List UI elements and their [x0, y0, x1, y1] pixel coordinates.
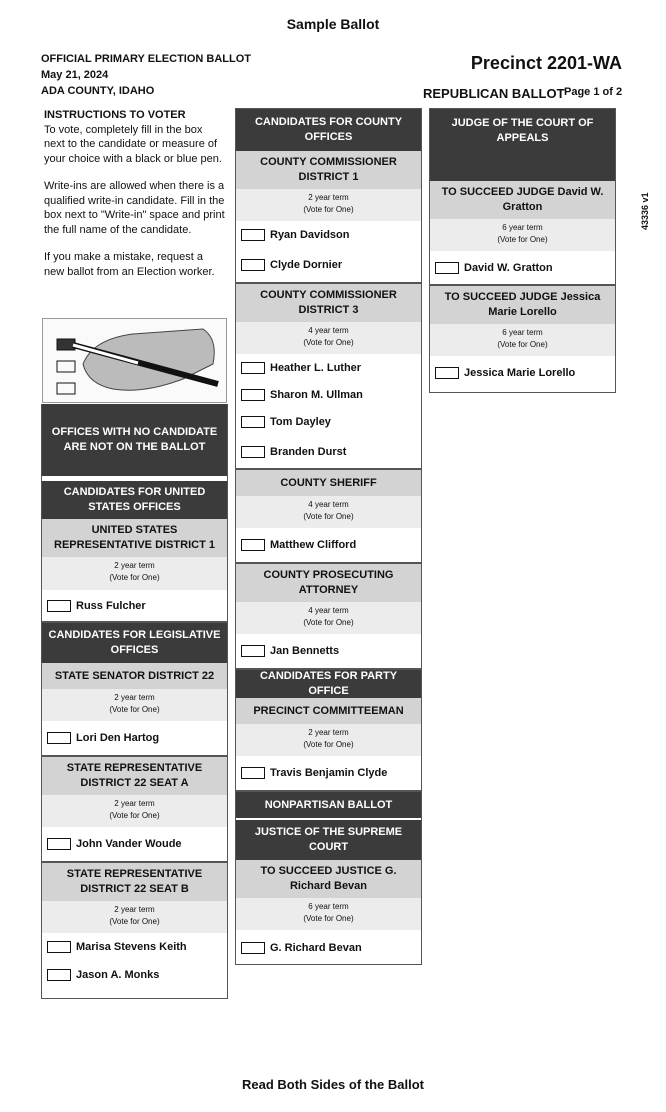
nonpartisan-header: NONPARTISAN BALLOT	[236, 792, 421, 818]
vote-box[interactable]	[241, 645, 265, 657]
race-term	[42, 901, 227, 933]
vote-box[interactable]	[435, 367, 459, 379]
vote-instruction: (Vote for One)	[303, 205, 354, 214]
race-us-representative: UNITED STATES REPRESENTATIVE DISTRICT 1	[42, 519, 227, 557]
vote-box[interactable]	[47, 969, 71, 981]
page-title: Sample Ballot	[286, 16, 380, 32]
candidate-name: Jason A. Monks	[76, 968, 160, 981]
candidate-name: Matthew Clifford	[270, 539, 357, 551]
term-length: 2 year term	[114, 561, 155, 570]
candidate-row[interactable]	[42, 827, 227, 863]
race-supreme-court: TO SUCCEED JUSTICE G. Richard Bevan	[236, 860, 421, 898]
supreme-court-header: JUSTICE OF THE SUPREME COURT	[236, 818, 421, 860]
term-length: 6 year term	[502, 223, 543, 232]
term-length: 2 year term	[114, 693, 155, 702]
side-code: 43336 v1	[640, 192, 650, 230]
race-appeals-lorello: TO SUCCEED JUDGE Jessica Marie Lorello	[430, 286, 615, 324]
vote-instruction: (Vote for One)	[109, 573, 160, 582]
vote-instruction: (Vote for One)	[109, 705, 160, 714]
candidate-name: David W. Gratton	[464, 261, 553, 274]
candidate-name: G. Richard Bevan	[270, 942, 362, 954]
candidate-name: Sharon M. Ullman	[270, 388, 363, 401]
candidate-name: Heather L. Luther	[270, 361, 362, 374]
race-term	[42, 557, 227, 590]
no-candidate-notice: OFFICES WITH NO CANDIDATE ARE NOT ON THE BALLOT	[42, 404, 227, 476]
race-term	[430, 219, 615, 251]
race-appeals-gratton: TO SUCCEED JUDGE David W. Gratton	[430, 181, 615, 219]
left-column	[41, 404, 228, 999]
precinct: Precinct 2201-WA	[470, 53, 622, 73]
candidate-row[interactable]	[236, 756, 421, 792]
vote-instruction: (Vote for One)	[497, 340, 548, 349]
candidate-row[interactable]	[42, 933, 227, 961]
instructions-heading: INSTRUCTIONS TO VOTER	[44, 109, 186, 121]
race-term	[236, 898, 421, 930]
vote-box[interactable]	[241, 446, 265, 458]
party-office-header: CANDIDATES FOR PARTY OFFICE	[236, 670, 421, 698]
vote-instruction: (Vote for One)	[303, 914, 354, 923]
term-length: 2 year term	[114, 905, 155, 914]
candidate-name: Marisa Stevens Keith	[76, 941, 187, 953]
candidate-name: Lori Den Hartog	[76, 732, 160, 744]
instructions	[44, 108, 226, 292]
race-commissioner-1: COUNTY COMMISSIONER DISTRICT 1	[236, 151, 421, 189]
term-length: 2 year term	[308, 728, 349, 737]
instructions-p2: Write-ins are allowed when there is a qualified write-in candidate. Fill in the box next to "Write-in" space and print the full name of the candidate.	[44, 180, 225, 236]
candidate-row[interactable]	[236, 381, 421, 408]
candidate-row[interactable]	[236, 221, 421, 248]
vote-instruction: (Vote for One)	[303, 338, 354, 347]
vote-box[interactable]	[241, 229, 265, 241]
vote-instruction: (Vote for One)	[303, 512, 354, 521]
vote-instruction: (Vote for One)	[303, 740, 354, 749]
candidate-row[interactable]	[430, 251, 615, 286]
candidate-name: Branden Durst	[270, 445, 347, 458]
race-prosecuting-attorney: COUNTY PROSECUTING ATTORNEY	[236, 564, 421, 602]
race-sheriff: COUNTY SHERIFF	[236, 470, 421, 496]
ballot-type: OFFICIAL PRIMARY ELECTION BALLOT	[41, 53, 252, 65]
vote-instruction: (Vote for One)	[303, 618, 354, 627]
candidate-row[interactable]	[236, 354, 421, 381]
vote-box[interactable]	[241, 416, 265, 428]
right-column	[429, 108, 616, 393]
candidate-row[interactable]	[236, 435, 421, 470]
race-state-senator: STATE SENATOR DISTRICT 22	[42, 663, 227, 689]
vote-box[interactable]	[47, 732, 71, 744]
candidate-name: Jessica Marie Lorello	[464, 367, 576, 379]
candidate-row[interactable]	[42, 590, 227, 623]
candidate-row[interactable]	[236, 930, 421, 966]
race-term	[236, 602, 421, 634]
race-term	[236, 496, 421, 528]
race-precinct-committeeman: PRECINCT COMMITTEEMAN	[236, 698, 421, 724]
race-term	[236, 189, 421, 221]
term-length: 6 year term	[502, 328, 543, 337]
marking-illustration	[42, 318, 227, 403]
race-term	[430, 324, 615, 356]
vote-box[interactable]	[241, 942, 265, 954]
page-number: Page 1 of 2	[564, 86, 623, 98]
race-term	[42, 689, 227, 721]
candidate-name: Jan Bennetts	[270, 645, 340, 657]
vote-box[interactable]	[47, 600, 71, 612]
candidate-name: Ryan Davidson	[270, 228, 350, 241]
vote-instruction: (Vote for One)	[109, 917, 160, 926]
vote-instruction: (Vote for One)	[109, 811, 160, 820]
race-commissioner-3: COUNTY COMMISSIONER DISTRICT 3	[236, 284, 421, 322]
vote-box[interactable]	[47, 941, 71, 953]
candidate-name: Travis Benjamin Clyde	[270, 767, 388, 779]
term-length: 2 year term	[114, 799, 155, 808]
candidate-row[interactable]	[42, 721, 227, 757]
candidate-row[interactable]	[236, 248, 421, 284]
vote-box[interactable]	[241, 767, 265, 779]
candidate-name: Clyde Dornier	[270, 259, 343, 271]
race-term	[236, 724, 421, 756]
middle-column	[235, 108, 422, 965]
vote-box[interactable]	[241, 539, 265, 551]
county: ADA COUNTY, IDAHO	[41, 85, 155, 97]
election-date: May 21, 2024	[41, 69, 109, 81]
candidate-row[interactable]	[430, 356, 615, 390]
vote-instruction: (Vote for One)	[497, 235, 548, 244]
footer-note: Read Both Sides of the Ballot	[241, 1077, 424, 1092]
race-state-rep-b: STATE REPRESENTATIVE DISTRICT 22 SEAT B	[42, 863, 227, 901]
county-offices-header: CANDIDATES FOR COUNTY OFFICES	[236, 109, 421, 151]
race-term	[236, 322, 421, 354]
vote-box[interactable]	[241, 389, 265, 401]
term-length: 4 year term	[308, 606, 349, 615]
term-length: 6 year term	[308, 902, 349, 911]
instructions-p1: To vote, completely fill in the box next to the candidate or measure of your choice with a black or blue pen.	[44, 123, 222, 165]
term-length: 4 year term	[308, 326, 349, 335]
candidate-name: Russ Fulcher	[76, 599, 146, 612]
legislative-offices-header: CANDIDATES FOR LEGISLATIVE OFFICES	[42, 623, 227, 663]
candidate-row[interactable]	[236, 528, 421, 564]
candidate-row[interactable]	[236, 634, 421, 670]
vote-box[interactable]	[47, 838, 71, 850]
us-offices-header: CANDIDATES FOR UNITED STATES OFFICES	[42, 481, 227, 519]
term-length: 2 year term	[308, 193, 349, 202]
candidate-row[interactable]	[236, 408, 421, 435]
candidate-name: John Vander Woude	[76, 838, 182, 850]
candidate-row[interactable]	[42, 961, 227, 988]
term-length: 4 year term	[308, 500, 349, 509]
vote-box[interactable]	[241, 362, 265, 374]
race-state-rep-a: STATE REPRESENTATIVE DISTRICT 22 SEAT A	[42, 757, 227, 795]
candidate-name: Tom Dayley	[270, 415, 331, 428]
party-ballot: REPUBLICAN BALLOT	[423, 86, 565, 101]
race-term	[42, 795, 227, 827]
court-of-appeals-header: JUDGE OF THE COURT OF APPEALS	[430, 109, 615, 181]
vote-box[interactable]	[435, 262, 459, 274]
instructions-p3: If you make a mistake, request a new ballot from an Election worker.	[44, 251, 215, 278]
vote-box[interactable]	[241, 259, 265, 271]
